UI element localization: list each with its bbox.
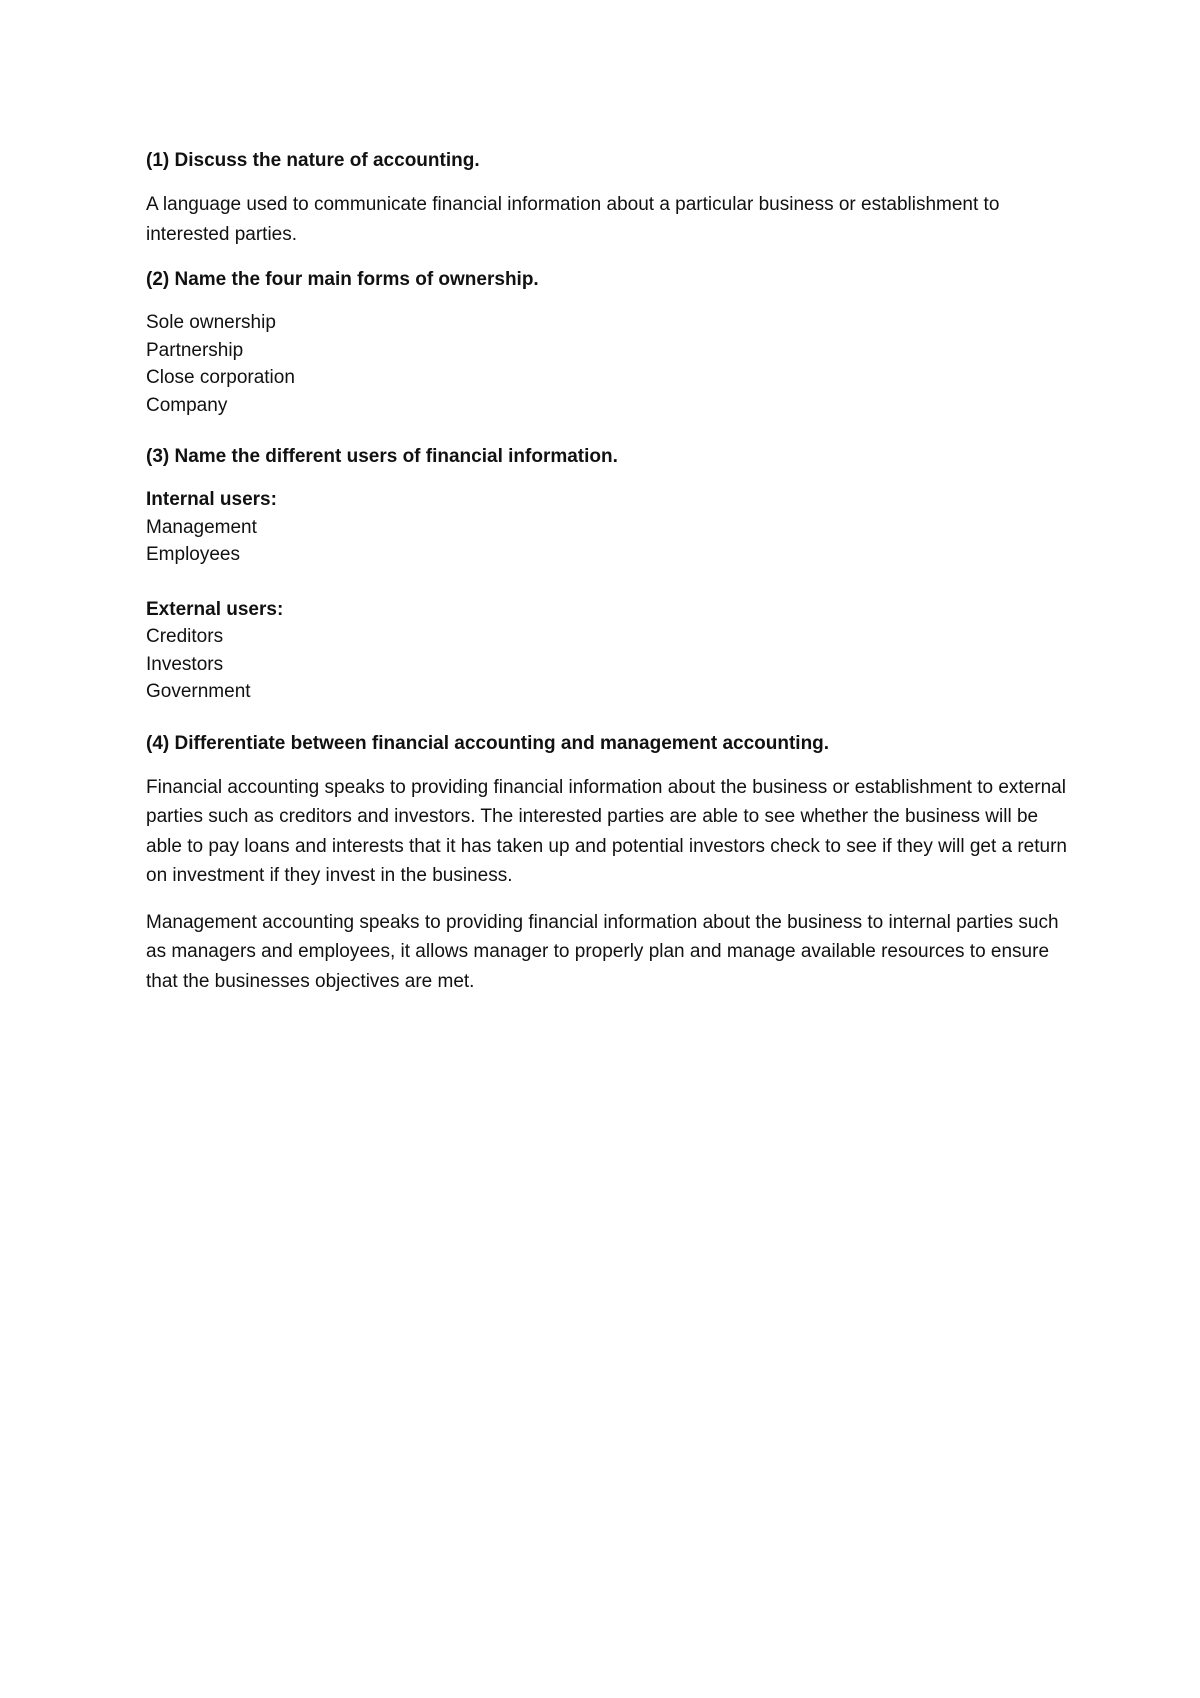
internal-users-label: Internal users: (146, 489, 277, 510)
external-users-group (146, 596, 1076, 706)
list-item: Management (146, 516, 257, 538)
document-content (146, 147, 1076, 1013)
question-4-paragraph-2: Management accounting speaks to providing financial information about the business to internal parties such as managers and employees, it allows manager to properly plan and manage available resources to ensure that the businesses objectives are met. (146, 911, 1059, 992)
question-1-heading: (1) Discuss the nature of accounting. (146, 150, 480, 171)
list-item: Creditors (146, 626, 224, 647)
question-4-paragraph-1: Financial accounting speaks to providing financial information about the business or establishment to external parties such as creditors and investors. The interested parties are able to see whether the business will be able to pay loans and interests that it has taken up and potential investors check to see if they will get a return on investment if they invest in the business. (146, 776, 1067, 886)
list-item: Employees (146, 544, 240, 565)
external-users-list (146, 623, 1076, 706)
internal-users-group (146, 486, 1076, 569)
list-item: Government (146, 681, 251, 702)
external-users-label: External users: (146, 598, 284, 620)
internal-users-list (146, 514, 1076, 569)
list-item: Close corporation (146, 367, 295, 388)
list-item: Company (146, 394, 228, 416)
question-2-heading: (2) Name the four main forms of ownership. (146, 269, 539, 290)
question-3-heading: (3) Name the different users of financial information. (146, 446, 618, 467)
question-1-answer: A language used to communicate financial information about a particular business or establishment to interested parties. (146, 194, 1000, 245)
list-item: Partnership (146, 339, 244, 361)
list-item: Investors (146, 653, 224, 675)
question-4-heading: (4) Differentiate between financial accounting and management accounting. (146, 732, 830, 754)
ownership-forms-list (146, 309, 1076, 419)
list-item: Sole ownership (146, 312, 276, 333)
